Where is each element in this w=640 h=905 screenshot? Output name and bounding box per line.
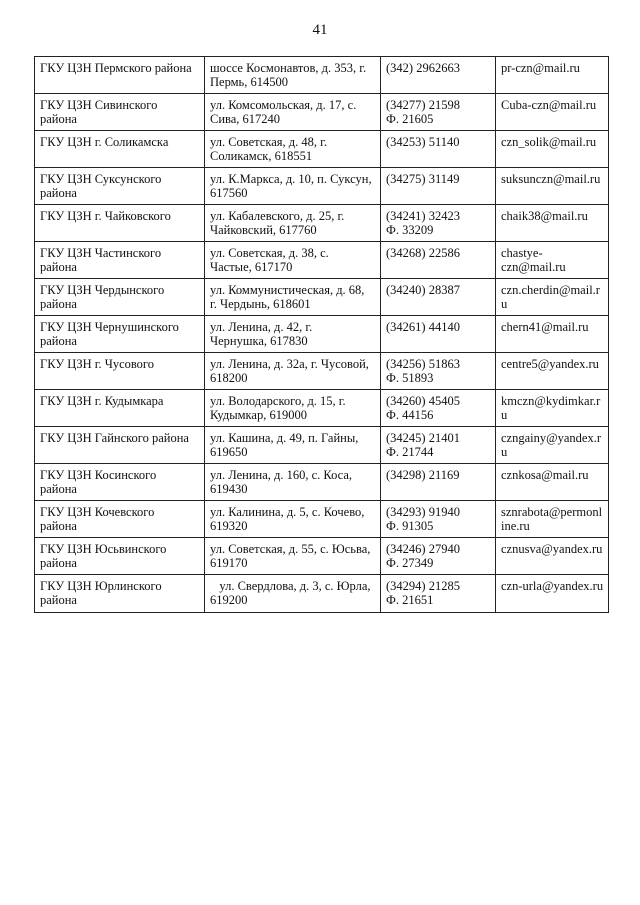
address-cell	[205, 538, 381, 575]
center-name-line: ГКУ ЦЗН Гайнского района	[40, 431, 189, 445]
center-name-line: ГКУ ЦЗН Косинского	[40, 468, 157, 482]
address-cell	[205, 390, 381, 427]
center-name-line: ГКУ ЦЗН Суксунского	[40, 172, 162, 186]
address-cell	[205, 168, 381, 205]
table-body	[35, 57, 609, 613]
address-line: ул. Кашина, д. 49, п. Гайны,	[210, 431, 359, 445]
center-name-cell	[35, 353, 205, 390]
email-line: u	[501, 297, 508, 311]
address-line: Частые, 617170	[210, 260, 293, 274]
center-name-cell	[35, 205, 205, 242]
phone-cell	[381, 94, 496, 131]
address-line: ул. Ленина, д. 42, г.	[210, 320, 313, 334]
phone-line: Ф. 21605	[386, 112, 434, 126]
email-line: cznusva@yandex.ru	[501, 542, 603, 556]
center-name-line: ГКУ ЦЗН Сивинского	[40, 98, 158, 112]
address-line: Чернушка, 617830	[210, 334, 308, 348]
address-line: Кудымкар, 619000	[210, 408, 307, 422]
address-line: 617560	[210, 186, 248, 200]
center-name-line: ГКУ ЦЗН г. Чайковского	[40, 209, 171, 223]
address-line: 619170	[210, 556, 248, 570]
address-line: ул. Ленина, д. 32а, г. Чусовой,	[210, 357, 369, 371]
center-name-cell	[35, 575, 205, 613]
address-line: Соликамск, 618551	[210, 149, 313, 163]
phone-line: (34253) 51140	[386, 135, 460, 149]
phone-cell	[381, 242, 496, 279]
email-line: czn-urla@yandex.ru	[501, 579, 604, 593]
phone-line: (34245) 21401	[386, 431, 460, 445]
address-line: Пермь, 614500	[210, 75, 288, 89]
address-line: ул. Коммунистическая, д. 68,	[210, 283, 365, 297]
address-line: г. Чердынь, 618601	[210, 297, 311, 311]
address-cell	[205, 464, 381, 501]
email-cell	[496, 131, 609, 168]
phone-cell	[381, 538, 496, 575]
phone-line: Ф. 21651	[386, 593, 434, 607]
phone-cell	[381, 168, 496, 205]
table-row	[35, 279, 609, 316]
center-name-cell	[35, 538, 205, 575]
table-row	[35, 316, 609, 353]
table-row	[35, 464, 609, 501]
address-line: 619650	[210, 445, 248, 459]
phone-cell	[381, 353, 496, 390]
phone-line: (34256) 51863	[386, 357, 460, 371]
table-row	[35, 575, 609, 613]
address-line: ул. Свердлова, д. 3, с. Юрла,	[210, 579, 371, 593]
phone-line: (34277) 21598	[386, 98, 460, 112]
center-name-cell	[35, 390, 205, 427]
center-name-line: ГКУ ЦЗН Чернушинского	[40, 320, 179, 334]
center-name-line: ГКУ ЦЗН Частинского	[40, 246, 162, 260]
email-line: chern41@mail.ru	[501, 320, 589, 334]
address-cell	[205, 353, 381, 390]
phone-line: Ф. 27349	[386, 556, 434, 570]
center-name-line: района	[40, 260, 77, 274]
address-cell	[205, 242, 381, 279]
table-row	[35, 538, 609, 575]
address-line: Чайковский, 617760	[210, 223, 317, 237]
email-line: u	[501, 445, 508, 459]
center-name-cell	[35, 501, 205, 538]
address-line: Сива, 617240	[210, 112, 281, 126]
phone-line: (34293) 91940	[386, 505, 460, 519]
table-row	[35, 131, 609, 168]
center-name-line: ГКУ ЦЗН г. Чусового	[40, 357, 155, 371]
center-name-line: района	[40, 334, 77, 348]
email-line: czn.cherdin@mail.r	[501, 283, 600, 297]
address-line: ул. Советская, д. 48, г.	[210, 135, 327, 149]
phone-cell	[381, 279, 496, 316]
address-line: ул. Володарского, д. 15, г.	[210, 394, 346, 408]
email-cell	[496, 353, 609, 390]
email-line: czngainy@yandex.r	[501, 431, 602, 445]
address-cell	[205, 131, 381, 168]
page-number: 41	[312, 22, 328, 38]
center-name-cell	[35, 427, 205, 464]
table-row	[35, 168, 609, 205]
phone-line: (342) 2962663	[386, 61, 460, 75]
email-line: czn_solik@mail.ru	[501, 135, 597, 149]
table-row	[35, 427, 609, 464]
center-name-line: ГКУ ЦЗН г. Кудымкара	[40, 394, 164, 408]
email-line: centre5@yandex.ru	[501, 357, 599, 371]
center-name-cell	[35, 57, 205, 94]
email-cell	[496, 501, 609, 538]
email-cell	[496, 57, 609, 94]
phone-line: Ф. 51893	[386, 371, 434, 385]
address-cell	[205, 205, 381, 242]
address-line: ул. К.Маркса, д. 10, п. Суксун,	[210, 172, 372, 186]
address-line: ул. Комсомольская, д. 17, с.	[210, 98, 357, 112]
address-line: ул. Кабалевского, д. 25, г.	[210, 209, 345, 223]
center-name-line: ГКУ ЦЗН Чердынского	[40, 283, 165, 297]
address-line: ул. Советская, д. 55, с. Юсьва,	[210, 542, 371, 556]
address-line: 619320	[210, 519, 248, 533]
address-line: 619200	[210, 593, 248, 607]
email-cell	[496, 168, 609, 205]
center-name-line: ГКУ ЦЗН Юсьвинского	[40, 542, 167, 556]
phone-cell	[381, 205, 496, 242]
table-row	[35, 57, 609, 94]
email-cell	[496, 575, 609, 613]
email-cell	[496, 94, 609, 131]
phone-line: (34241) 32423	[386, 209, 460, 223]
phone-line: (34260) 45405	[386, 394, 460, 408]
email-cell	[496, 205, 609, 242]
center-name-line: района	[40, 297, 77, 311]
phone-cell	[381, 390, 496, 427]
email-line: suksunczn@mail.ru	[501, 172, 601, 186]
table-row	[35, 353, 609, 390]
center-name-cell	[35, 94, 205, 131]
email-line: Cuba-czn@mail.ru	[501, 98, 597, 112]
email-line: pr-czn@mail.ru	[501, 61, 580, 75]
phone-line: (34294) 21285	[386, 579, 460, 593]
email-cell	[496, 464, 609, 501]
email-cell	[496, 427, 609, 464]
phone-cell	[381, 131, 496, 168]
center-name-cell	[35, 242, 205, 279]
phone-line: Ф. 44156	[386, 408, 434, 422]
address-cell	[205, 94, 381, 131]
phone-line: (34240) 28387	[386, 283, 460, 297]
address-line: ул. Ленина, д. 160, с. Коса,	[210, 468, 353, 482]
email-cell	[496, 538, 609, 575]
address-cell	[205, 57, 381, 94]
phone-cell	[381, 575, 496, 613]
email-line: ine.ru	[501, 519, 530, 533]
center-name-cell	[35, 279, 205, 316]
center-name-line: района	[40, 519, 77, 533]
email-cell	[496, 279, 609, 316]
center-name-line: района	[40, 186, 77, 200]
center-name-line: ГКУ ЦЗН Кочевского	[40, 505, 155, 519]
table-row	[35, 242, 609, 279]
phone-line: Ф. 91305	[386, 519, 434, 533]
email-line: chastye-	[501, 246, 543, 260]
email-line: u	[501, 408, 508, 422]
table-row	[35, 205, 609, 242]
address-line: ул. Калинина, д. 5, с. Кочево,	[210, 505, 365, 519]
phone-cell	[381, 501, 496, 538]
email-cell	[496, 242, 609, 279]
address-line: 618200	[210, 371, 248, 385]
phone-line: Ф. 21744	[386, 445, 434, 459]
email-cell	[496, 390, 609, 427]
address-line: шоссе Космонавтов, д. 353, г.	[210, 61, 367, 75]
center-name-line: района	[40, 482, 77, 496]
phone-line: (34275) 31149	[386, 172, 460, 186]
email-line: sznrabota@permonl	[501, 505, 603, 519]
center-name-line: района	[40, 593, 77, 607]
table-row	[35, 501, 609, 538]
center-name-line: района	[40, 556, 77, 570]
center-name-cell	[35, 131, 205, 168]
phone-cell	[381, 427, 496, 464]
phone-line: (34268) 22586	[386, 246, 460, 260]
phone-line: (34298) 21169	[386, 468, 460, 482]
email-cell	[496, 316, 609, 353]
phone-cell	[381, 464, 496, 501]
center-name-cell	[35, 316, 205, 353]
address-line: 619430	[210, 482, 248, 496]
center-name-line: ГКУ ЦЗН Юрлинского	[40, 579, 162, 593]
table-row	[35, 94, 609, 131]
address-line: ул. Советская, д. 38, с.	[210, 246, 329, 260]
email-line: kmczn@kydimkar.r	[501, 394, 601, 408]
center-name-line: района	[40, 112, 77, 126]
email-line: czn@mail.ru	[501, 260, 566, 274]
table-row	[35, 390, 609, 427]
center-name-line: ГКУ ЦЗН г. Соликамска	[40, 135, 169, 149]
address-cell	[205, 279, 381, 316]
phone-cell	[381, 57, 496, 94]
phone-line: Ф. 33209	[386, 223, 434, 237]
center-name-cell	[35, 464, 205, 501]
address-cell	[205, 501, 381, 538]
center-name-line: ГКУ ЦЗН Пермского района	[40, 61, 192, 75]
employment-centers-table	[34, 56, 609, 613]
phone-cell	[381, 316, 496, 353]
center-name-cell	[35, 168, 205, 205]
phone-line: (34261) 44140	[386, 320, 460, 334]
address-cell	[205, 575, 381, 613]
address-cell	[205, 316, 381, 353]
phone-line: (34246) 27940	[386, 542, 460, 556]
email-line: cznkosa@mail.ru	[501, 468, 589, 482]
address-cell	[205, 427, 381, 464]
email-line: chaik38@mail.ru	[501, 209, 588, 223]
